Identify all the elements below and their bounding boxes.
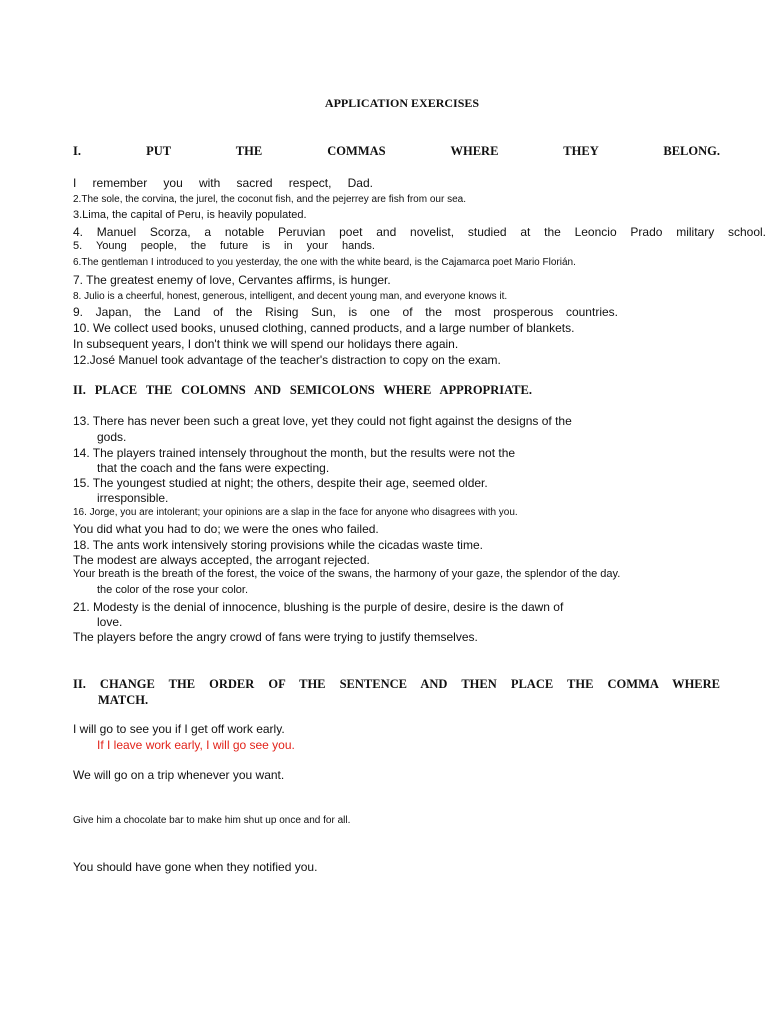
exercise-21: 21. Modesty is the denial of innocence, blushing is the purple of desire, desire is the dawn of [73,600,564,614]
exercise-2: 2.The sole, the corvina, the jurel, the coconut fish, and the pejerrey are fish from our sea. [73,194,466,205]
exercise-15-continued: irresponsible. [97,491,169,505]
section-3-heading-line-1: II. CHANGE THE ORDER OF THE SENTENCE AND THEN PLACE THE COMMA WHERE [73,677,720,691]
reorder-answer-1: If I leave work early, I will go see you. [97,738,295,752]
reorder-sentence-4: You should have gone when they notified you. [73,860,318,874]
exercise-21-continued: love. [97,615,123,629]
exercise-22: The players before the angry crowd of fans were trying to justify themselves. [73,630,478,644]
exercise-4: 4. Manuel Scorza, a notable Peruvian poet and novelist, studied at the Leoncio Prado military school. [73,225,766,239]
exercise-15: 15. The youngest studied at night; the others, despite their age, seemed older. [73,476,488,490]
exercise-7: 7. The greatest enemy of love, Cervantes affirms, is hunger. [73,273,391,287]
page-title: APPLICATION EXERCISES [324,96,480,110]
section-1-heading: I. PUT THE COMMAS WHERE THEY BELONG. [73,144,720,158]
reorder-sentence-3: Give him a chocolate bar to make him shut up once and for all. [73,815,351,826]
exercise-12: 12.José Manuel took advantage of the teacher's distraction to copy on the exam. [73,353,501,367]
exercise-5: 5. Young people, the future is in your hands. [73,240,375,252]
reorder-sentence-2: We will go on a trip whenever you want. [73,768,285,782]
section-2-heading: II. PLACE THE COLOMNS AND SEMICOLONS WHERE APPROPRIATE. [73,383,532,397]
exercise-6: 6.The gentleman I introduced to you yesterday, the one with the white beard, is the Cajamarca poet Mario Florián. [73,257,576,268]
exercise-11: In subsequent years, I don't think we will spend our holidays there again. [73,337,459,351]
exercise-14: 14. The players trained intensely throughout the month, but the results were not the [73,446,516,460]
exercise-19: The modest are always accepted, the arrogant rejected. [73,553,370,567]
exercise-13: 13. There has never been such a great love, yet they could not fight against the designs of the [73,414,572,428]
exercise-17: You did what you had to do; we were the ones who failed. [73,522,379,536]
exercise-14-continued: that the coach and the fans were expecting. [97,461,330,475]
section-3-heading-line-2: MATCH. [98,693,149,707]
exercise-18: 18. The ants work intensively storing provisions while the cicadas waste time. [73,538,483,552]
exercise-3: 3.Lima, the capital of Peru, is heavily populated. [73,209,307,221]
exercise-20: Your breath is the breath of the forest, the voice of the swans, the harmony of your gaze, the splendor of the day. [73,568,621,580]
exercise-8: 8. Julio is a cheerful, honest, generous, intelligent, and decent young man, and everyone knows it. [73,291,508,302]
exercise-10: 10. We collect used books, unused clothing, canned products, and a large number of blankets. [73,321,575,335]
exercise-1: I remember you with sacred respect, Dad. [73,176,373,190]
reorder-sentence-1: I will go to see you if I get off work early. [73,722,285,736]
section-3-heading [73,676,720,708]
exercise-16: 16. Jorge, you are intolerant; your opinions are a slap in the face for anyone who disagrees with you. [73,507,518,518]
exercise-20-continued: the color of the rose your color. [97,584,249,596]
exercise-13-continued: gods. [97,430,127,444]
exercise-9: 9. Japan, the Land of the Rising Sun, is one of the most prosperous countries. [73,305,618,319]
